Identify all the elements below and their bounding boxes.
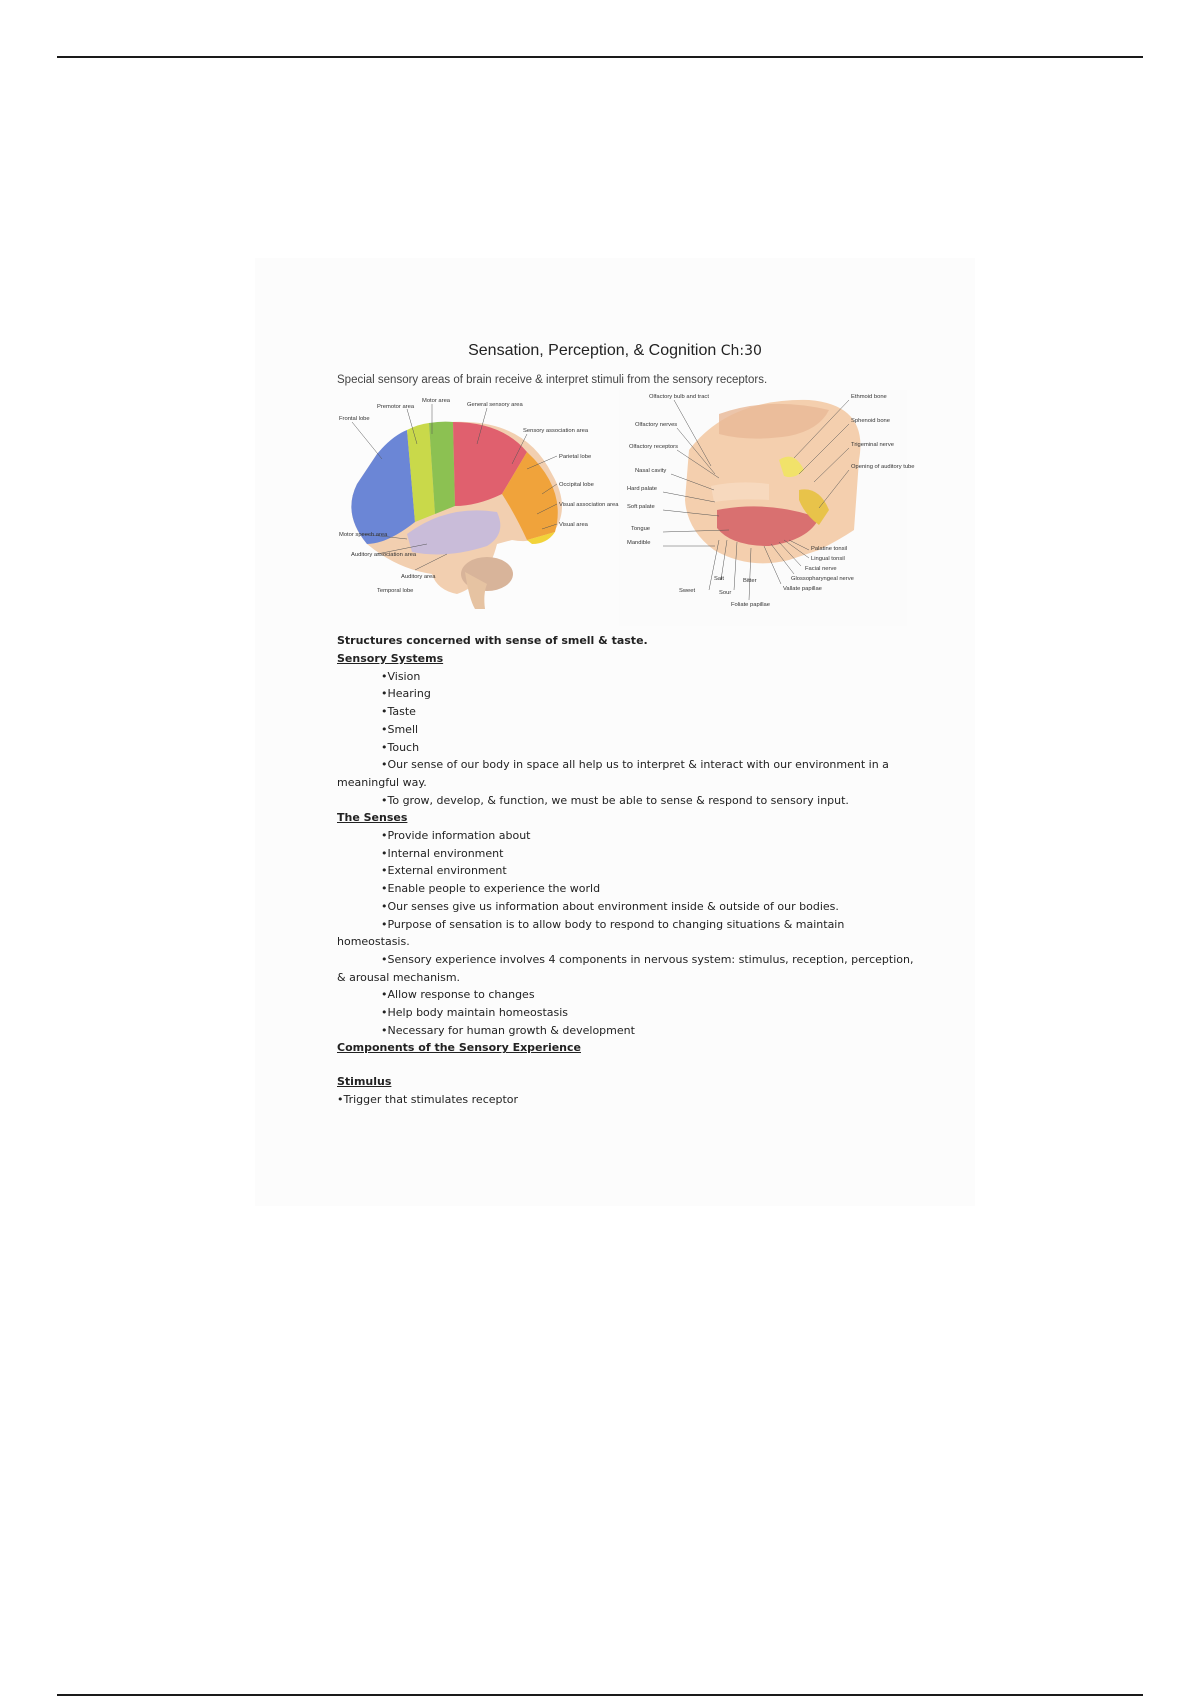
figure-caption: Structures concerned with sense of smell & taste. [337,634,648,647]
brain-illustration [337,394,619,614]
paragraph: •Purpose of sensation is to allow body to respond to changing situations & maintain homeostasis. [337,917,845,949]
head-label-trigeminal-nerve: Trigeminal nerve [851,442,894,448]
list-item: •Provide information about [381,829,531,843]
brain-label-general-sensory-area: General sensory area [467,402,523,408]
list-item: •Smell [381,722,419,736]
head-label-olfactory-bulb: Olfactory bulb and tract [649,394,709,400]
spacer [337,1057,917,1073]
chapter-label: Ch:30 [720,343,762,359]
heading-the-senses: The Senses [337,811,408,825]
brain-label-motor-speech: Motor speech area [339,532,388,538]
head-label-tongue: Tongue [631,526,651,532]
heading-sensory-systems: Sensory Systems [337,652,444,665]
heading-stimulus: Stimulus [337,1075,392,1089]
head-label-palatine-tonsil: Palatine tonsil [811,546,848,552]
head-label-lingual-tonsil: Lingual tonsil [811,556,845,562]
list-item: •Allow response to changes [381,988,535,1002]
head-label-sphenoid-bone: Sphenoid bone [851,418,891,424]
paragraph: •To grow, develop, & function, we must be able to sense & respond to sensory input. [381,793,849,807]
paragraph: •Our sense of our body in space all help us to interpret & interact with our environment in a meaningful way. [337,758,889,789]
brain-label-motor-area: Motor area [422,398,451,404]
head-label-olfactory-nerves: Olfactory nerves [635,422,678,428]
intro-text: Special sensory areas of brain receive & interpret stimuli from the sensory receptors. [337,374,768,386]
document-page-image [255,258,975,1206]
head-label-soft-palate: Soft palate [627,504,655,510]
list-item: •Help body maintain homeostasis [381,1006,569,1020]
list-item: •Internal environment [381,846,504,860]
head-label-hard-palate: Hard palate [627,486,657,492]
head-label-bitter: Bitter [743,578,757,584]
head-label-foliate-papillae: Foliate papillae [731,602,770,608]
head-label-nasal-cavity: Nasal cavity [635,468,667,474]
list-item: •Our senses give us information about environment inside & outside of our bodies. [381,899,839,913]
head-label-salt: Salt [714,576,724,582]
brain-label-temporal-lobe: Temporal lobe [377,588,414,594]
top-rule [57,56,1143,58]
list-item: •Enable people to experience the world [381,882,601,896]
head-label-auditory-tube: Opening of auditory tube [851,464,915,470]
brain-label-premotor-area: Premotor area [377,404,415,410]
list-item: •External environment [381,864,507,878]
head-label-vallate-papillae: Vallate papillae [783,586,822,592]
head-label-glossopharyngeal: Glossopharyngeal nerve [791,576,854,582]
list-item: •Taste [381,705,416,719]
brain-label-parietal-lobe: Parietal lobe [559,454,592,460]
head-label-sweet: Sweet [679,588,696,594]
heading-components: Components of the Sensory Experience [337,1041,581,1055]
list-item: •Hearing [381,687,431,701]
brain-label-occipital-lobe: Occipital lobe [559,482,594,488]
list-item: •Vision [381,669,421,683]
head-label-olfactory-receptors: Olfactory receptors [629,444,678,450]
list-item: •Trigger that stimulates receptor [337,1092,519,1106]
brain-label-auditory-area: Auditory area [401,574,436,580]
head-label-mandible: Mandible [627,540,651,546]
head-label-sour: Sour [719,590,732,596]
head-label-ethmoid-bone: Ethmoid bone [851,394,887,400]
brain-label-visual-area: Visual area [559,522,588,528]
document-title [255,342,975,360]
head-label-facial-nerve: Facial nerve [805,566,837,572]
paragraph: •Sensory experience involves 4 components in nervous system: stimulus, reception, perception, & arousal mechanism. [337,952,914,984]
head-sagittal-illustration [619,390,915,626]
list-item: •Necessary for human growth & development [381,1023,635,1037]
brain-label-frontal-lobe: Frontal lobe [339,416,370,422]
list-item: •Touch [381,740,420,754]
brain-label-auditory-association: Auditory association area [351,552,417,558]
title-text: Sensation, Perception, & Cognition [468,342,717,359]
brain-label-sensory-association: Sensory association area [523,428,589,434]
notes-body [337,650,917,1109]
brain-label-visual-association: Visual association area [559,502,619,508]
bottom-rule [57,1694,1143,1696]
